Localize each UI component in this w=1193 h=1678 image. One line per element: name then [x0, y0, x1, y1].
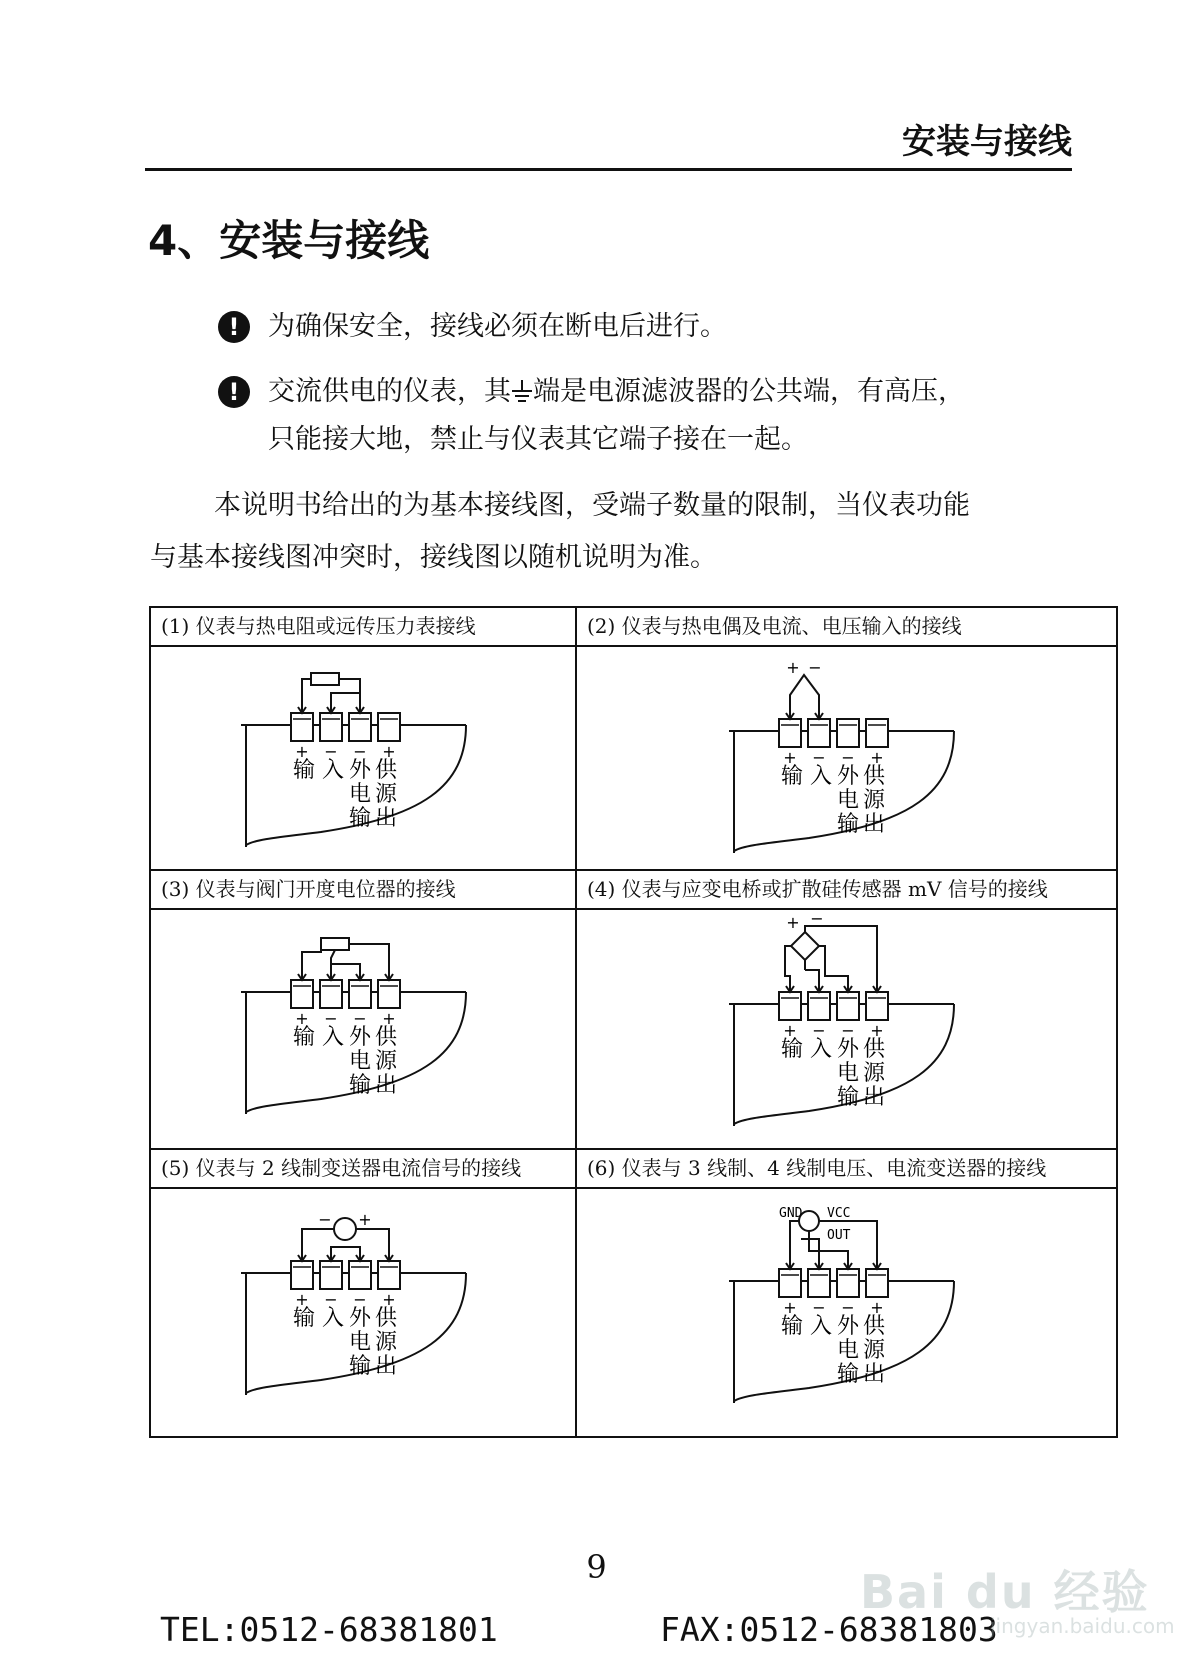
section-title: 4、安装与接线	[148, 216, 430, 265]
label-supply: 供	[863, 1037, 886, 1062]
label-ext: 电	[349, 782, 372, 807]
diagram-caption: (3) 仪表与阀门开度电位器的接线	[150, 870, 576, 909]
label-supply: 出	[863, 1085, 886, 1110]
label-supply: 源	[863, 1338, 886, 1363]
label-supply: 出	[375, 806, 398, 831]
warning-icon: !	[218, 376, 250, 408]
diagram-caption: (6) 仪表与 3 线制、4 线制电压、电流变送器的接线	[576, 1149, 1117, 1188]
terminal-sign: −	[324, 1009, 338, 1028]
label-supply: 源	[375, 782, 398, 807]
label-supply: 源	[375, 1049, 398, 1074]
label-supply: 供	[375, 758, 398, 783]
label-supply: 供	[863, 764, 886, 789]
diagram-rtd	[150, 646, 576, 870]
label-supply: 出	[863, 1362, 886, 1387]
rtd-wiring-figure	[151, 647, 577, 869]
terminal-sign: +	[295, 1009, 309, 1028]
label-ext: 输	[349, 1073, 372, 1098]
terminal-sign: −	[353, 742, 367, 761]
tx2-minus-sign: −	[318, 1210, 332, 1229]
diagram-3-4wire-transmitter	[576, 1188, 1117, 1437]
terminal-sign: −	[324, 742, 338, 761]
label-ext: 外	[837, 764, 860, 789]
terminal-sign: −	[812, 1298, 826, 1317]
label-supply: 源	[375, 1330, 398, 1355]
terminal-sign: +	[870, 748, 884, 767]
warning-2	[218, 368, 965, 464]
terminal-sign: +	[382, 742, 396, 761]
wiring-diagram-table	[149, 606, 1118, 1438]
vcc-label: VCC	[827, 1206, 851, 1221]
label-input: 输 入	[781, 1314, 832, 1339]
label-ext: 电	[837, 788, 860, 813]
footer-fax: FAX:0512-68381803	[660, 1610, 998, 1649]
label-ext: 电	[349, 1330, 372, 1355]
tc-minus-sign: −	[808, 658, 822, 677]
terminal-sign: +	[783, 1298, 797, 1317]
warning-text-part: 交流供电的仪表，其	[268, 376, 511, 407]
footer-tel: TEL:0512-68381801	[160, 1610, 498, 1649]
diagram-2wire-transmitter	[150, 1188, 576, 1437]
terminal-sign: −	[353, 1290, 367, 1309]
bridge-plus-sign: +	[786, 913, 800, 932]
terminal-sign: +	[783, 748, 797, 767]
warning-text-part: 端是电源滤波器的公共端，有高压，	[533, 376, 965, 407]
label-supply: 出	[863, 812, 886, 837]
terminal-sign: +	[382, 1290, 396, 1309]
warning-1	[218, 303, 727, 351]
tc-plus-sign: +	[786, 658, 800, 677]
warning-icon: !	[218, 311, 250, 343]
diagram-caption: (1) 仪表与热电阻或远传压力表接线	[150, 607, 576, 646]
terminal-sign: −	[324, 1290, 338, 1309]
terminal-sign: +	[382, 1009, 396, 1028]
page-number: 9	[586, 1548, 607, 1586]
label-supply: 出	[375, 1073, 398, 1098]
diagram-thermocouple	[576, 646, 1117, 870]
diagram-caption: (5) 仪表与 2 线制变送器电流信号的接线	[150, 1149, 576, 1188]
diagram-caption: (4) 仪表与应变电桥或扩散硅传感器 mV 信号的接线	[576, 870, 1117, 909]
terminal-sign: −	[841, 1298, 855, 1317]
label-ext: 输	[837, 1085, 860, 1110]
watermark-site: jingyan.baidu.com	[990, 1614, 1175, 1638]
label-input: 输 入	[781, 1037, 832, 1062]
label-ext: 输	[349, 1354, 372, 1379]
intro-paragraph	[150, 480, 1075, 584]
terminal-sign: +	[870, 1021, 884, 1040]
warning-text-line2: 只能接大地，禁止与仪表其它端子接在一起。	[268, 424, 808, 455]
label-supply: 源	[863, 788, 886, 813]
thermocouple-wiring-figure	[577, 647, 1118, 869]
paragraph-line: 与基本接线图冲突时，接线图以随机说明为准。	[150, 542, 717, 573]
label-ext: 外	[349, 1306, 372, 1331]
label-ext: 外	[349, 1025, 372, 1050]
gnd-label: GND	[779, 1206, 803, 1221]
label-input: 输 入	[781, 764, 832, 789]
label-supply: 供	[863, 1314, 886, 1339]
terminal-sign: +	[295, 742, 309, 761]
terminal-sign: −	[812, 1021, 826, 1040]
label-ext: 输	[837, 1362, 860, 1387]
label-input: 输 入	[293, 1306, 344, 1331]
strain-bridge-wiring-figure	[577, 910, 1118, 1148]
terminal-sign: +	[870, 1298, 884, 1317]
warning-text: 为确保安全，接线必须在断电后进行。	[268, 311, 727, 342]
potentiometer-wiring-figure	[151, 910, 577, 1148]
label-ext: 电	[349, 1049, 372, 1074]
label-ext: 外	[837, 1314, 860, 1339]
header-title: 安装与接线	[902, 122, 1072, 162]
label-ext: 输	[349, 806, 372, 831]
label-supply: 源	[863, 1061, 886, 1086]
terminal-sign: −	[812, 748, 826, 767]
label-supply: 供	[375, 1025, 398, 1050]
watermark-brand: Bai du 经验	[860, 1565, 1150, 1619]
page-header	[145, 108, 1072, 171]
warning-text	[268, 368, 965, 464]
label-supply: 供	[375, 1306, 398, 1331]
label-supply: 出	[375, 1354, 398, 1379]
diagram-potentiometer	[150, 909, 576, 1149]
3-4wire-transmitter-figure	[577, 1189, 1118, 1436]
terminal-sign: +	[783, 1021, 797, 1040]
label-input: 输 入	[293, 1025, 344, 1050]
label-ext: 电	[837, 1338, 860, 1363]
terminal-sign: −	[841, 1021, 855, 1040]
label-ext: 输	[837, 812, 860, 837]
out-label: OUT	[827, 1228, 851, 1243]
terminal-sign: +	[295, 1290, 309, 1309]
ground-icon	[511, 380, 533, 404]
label-ext: 电	[837, 1061, 860, 1086]
diagram-strain-bridge	[576, 909, 1117, 1149]
diagram-caption: (2) 仪表与热电偶及电流、电压输入的接线	[576, 607, 1117, 646]
2wire-transmitter-figure	[151, 1189, 577, 1436]
paragraph-line: 本说明书给出的为基本接线图，受端子数量的限制，当仪表功能	[214, 490, 970, 521]
terminal-sign: −	[353, 1009, 367, 1028]
terminal-sign: −	[841, 748, 855, 767]
label-input: 输 入	[293, 758, 344, 783]
baidu-watermark	[860, 1548, 1175, 1648]
label-ext: 外	[349, 758, 372, 783]
bridge-minus-sign: −	[810, 910, 824, 928]
tx2-plus-sign: +	[358, 1210, 372, 1229]
label-ext: 外	[837, 1037, 860, 1062]
